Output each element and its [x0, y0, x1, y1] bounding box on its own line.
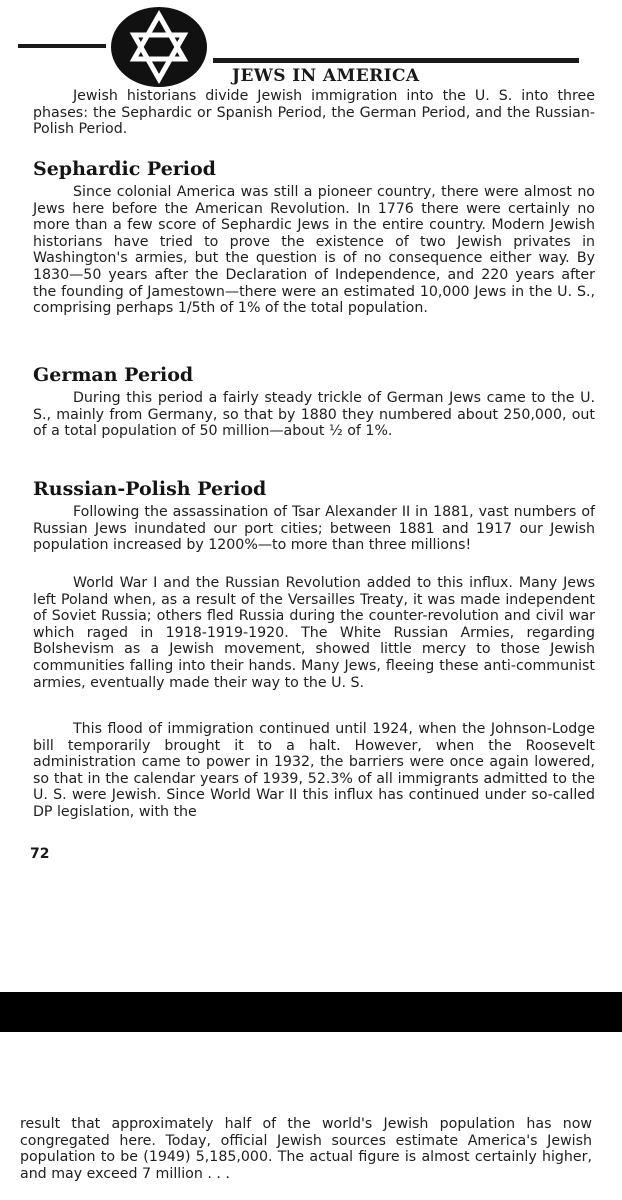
header-rule-right: [213, 58, 579, 63]
intro-paragraph: Jewish historians divide Jewish immigration into the U. S. into three phases: the Sephardic or Spanish Period, the German Period, and the Russian-Polish Period.: [33, 88, 595, 138]
page-number: 72: [30, 846, 50, 862]
section-heading-german: German Period: [33, 364, 194, 386]
header-rule-left: [18, 44, 106, 48]
section-heading-russian-polish: Russian-Polish Period: [33, 478, 267, 500]
german-paragraph: During this period a fairly steady trickle of German Jews came to the U. S., mainly from Germany, so that by 1880 they numbered about 250,000, out of a total population of 50 million—about ½ of 1%.: [33, 390, 595, 440]
section-heading-sephardic: Sephardic Period: [33, 158, 216, 180]
star-of-david-icon: [108, 5, 210, 89]
russian-polish-paragraph-1: Following the assassination of Tsar Alexander II in 1881, vast numbers of Russian Jews inundated our port cities; between 1881 and 1917 our Jewish population increased by 1200%—to more than three millions!: [33, 504, 595, 554]
sephardic-paragraph: Since colonial America was still a pioneer country, there were almost no Jews here before the American Revolution. In 1776 there were certainly no more than a few score of Sephardic Jews in the entire country. Modern Jewish historians have tried to prove the existence of two Jewish privates in Washington's armies, but the question is of no consequence either way. By 1830—50 years after the Declaration of Independence, and 220 years after the founding of Jamestown—there were an estimated 10,000 Jews in the U. S., comprising perhaps 1/5th of 1% of the total population.: [33, 184, 595, 317]
chapter-title: JEWS IN AMERICA: [232, 66, 420, 86]
scan-border: [0, 992, 622, 1032]
continuation-paragraph: result that approximately half of the world's Jewish population has now congregated here. Today, official Jewish sources estimate America's Jewish population to be (1949) 5,185,000. The actual figure is almost certainly higher, and may exceed 7 million . . .: [20, 1116, 592, 1182]
russian-polish-paragraph-2: World War I and the Russian Revolution added to this influx. Many Jews left Poland when, as a result of the Versailles Treaty, it was made independent of Soviet Russia; others fled Russia during the counter-revolution and civil war which raged in 1918-1919-1920. The White Russian Armies, regarding Bolshevism as a Jewish movement, showed little mercy to those Jewish communities falling into their hands. Many Jews, fleeing these anti-communist armies, eventually made their way to the U. S.: [33, 575, 595, 691]
russian-polish-paragraph-3: This flood of immigration continued until 1924, when the Johnson-Lodge bill temporarily brought it to a halt. However, when the Roosevelt administration came to power in 1932, the barriers were once again lowered, so that in the calendar years of 1939, 52.3% of all immigrants admitted to the U. S. were Jewish. Since World War II this influx has continued under so-called DP legislation, with the: [33, 721, 595, 820]
